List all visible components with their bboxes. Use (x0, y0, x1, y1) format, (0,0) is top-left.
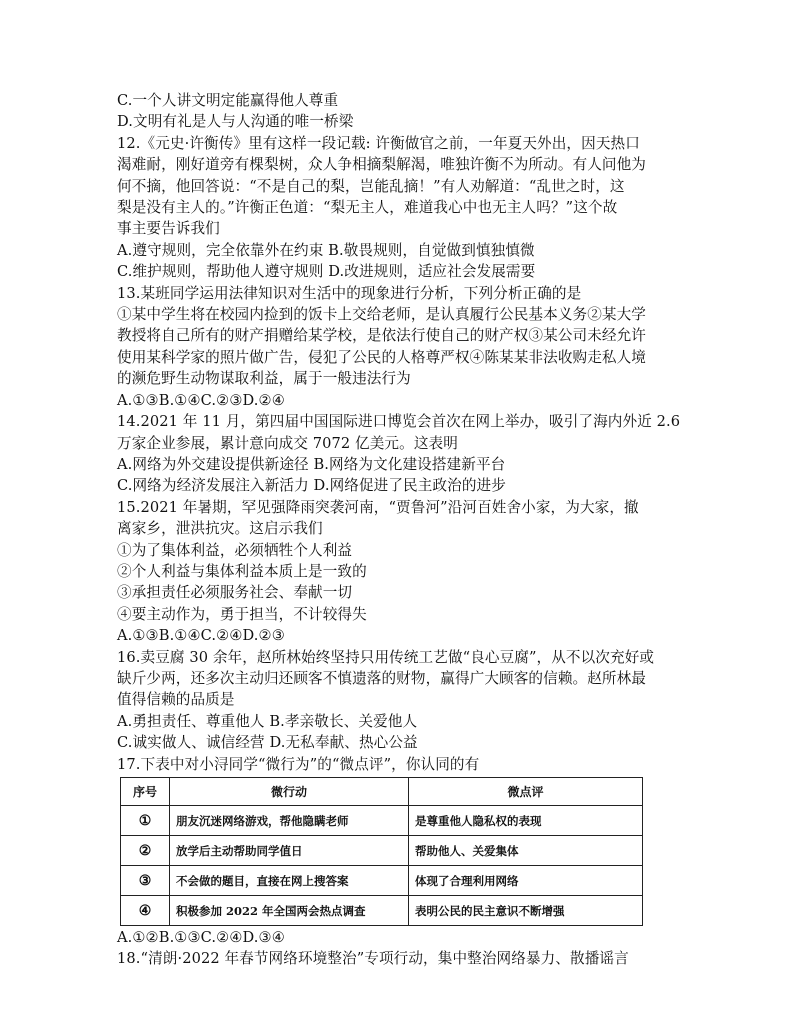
text-line: C.维护规则，帮助他人遵守规则 D.改进规则，适应社会发展需要 (117, 263, 536, 281)
text-line: ②个人利益与集体利益本质上是一致的 (117, 562, 367, 580)
text-line: 使用某科学家的照片做广告，侵犯了公民的人格尊严权④陈某某非法收购走私人境 (117, 348, 646, 366)
text-line: A.网络为外交建设提供新途径 B.网络为文化建设搭建新平台 (117, 455, 506, 473)
text-line: ③承担责任必须服务社会、奉献一切 (117, 584, 353, 602)
text-line: ①某中学生将在校园内捡到的饭卡上交给老师，是认真履行公民基本义务②某大学 (117, 306, 646, 324)
text-line: ④要主动作为，勇于担当，不计较得失 (117, 605, 367, 623)
row-action: 放学后主动帮助同学值日 (170, 836, 409, 866)
text-line: 13.某班同学运用法律知识对生活中的现象进行分析，下列分析正确的是 (117, 284, 582, 302)
text-line: 渴难耐，刚好道旁有棵梨树，众人争相摘梨解渴，唯独许衡不为所动。有人问他为 (117, 156, 646, 174)
text-line: 离家乡，泄洪抗灾。这启示我们 (117, 520, 323, 538)
text-line: 何不摘，他回答说：“不是自己的梨，岂能乱摘！”有人劝解道：“乱世之时，这 (117, 177, 625, 195)
row-comment: 体现了合理利用网络 (409, 866, 643, 896)
row-comment: 是尊重他人隐私权的表现 (409, 806, 643, 836)
table-row (121, 806, 643, 836)
text-line: 万家企业参展，累计意向成交 7072 亿美元。这表明 (117, 434, 458, 452)
row-number: ④ (121, 896, 170, 926)
header-comment: 微点评 (409, 778, 643, 806)
header-number: 序号 (121, 778, 170, 806)
text-line: A.①③B.①④C.②③D.②④ (117, 391, 285, 409)
text-line: 教授将自己所有的财产捐赠给某学校，是依法行使自己的财产权③某公司未经允许 (117, 327, 646, 345)
text-line: A.①③B.①④C.②④D.②③ (117, 627, 285, 645)
text-line: C.诚实做人、诚信经营 D.无私奉献、热心公益 (117, 734, 418, 752)
q17-table (120, 777, 643, 926)
text-line: C.一个人讲文明定能赢得他人尊重 (117, 92, 339, 109)
table-row (121, 866, 643, 896)
text-line: 梨是没有主人的。”许衡正色道：“梨无主人，难道我心中也无主人吗？”这个故 (117, 199, 618, 217)
row-comment: 帮助他人、关爱集体 (409, 836, 643, 866)
table-row (121, 896, 643, 926)
text-line: 14.2021 年 11 月，第四届中国国际进口博览会首次在网上举办，吸引了海内外近 2.6 (117, 413, 681, 431)
text-line: D.文明有礼是人与人沟通的唯一桥梁 (117, 113, 354, 131)
text-line: A.勇担责任、尊重他人 B.孝亲敬长、关爱他人 (117, 712, 418, 730)
row-comment: 表明公民的民主意识不断增强 (409, 896, 643, 926)
questions-17-18 (117, 927, 682, 970)
header-action: 微行动 (170, 778, 409, 806)
text-line: 15.2021 年暑期，罕见强降雨突袭河南，“贾鲁河”沿河百姓舍小家，为大家，撤 (117, 498, 639, 516)
text-line: 12.《元史·许衡传》里有这样一段记载: 许衡做官之前，一年夏天外出，因天热口 (117, 134, 640, 152)
row-number: ② (121, 836, 170, 866)
row-action: 朋友沉迷网络游戏，帮他隐瞒老师 (170, 806, 409, 836)
text-line: 16.卖豆腐 30 余年，赵所林始终坚持只用传统工艺做“良心豆腐”，从不以次充好或 (117, 648, 655, 666)
text-line: 事主要告诉我们 (117, 220, 220, 238)
row-number: ③ (121, 866, 170, 896)
row-action: 积极参加 2022 年全国两会热点调查 (170, 896, 409, 926)
row-action: 不会做的题目，直接在网上搜答案 (170, 866, 409, 896)
text-line: 18.“清朗·2022 年春节网络环境整治”专项行动，集中整治网络暴力、散播谣言 (117, 950, 629, 968)
text-line: 值得信赖的品质是 (117, 691, 235, 709)
text-line: 缺斤少两，还多次主动归还顾客不慎遗落的财物，赢得广大顾客的信赖。赵所林最 (117, 669, 646, 687)
text-line: A.①②B.①③C.②④D.③④ (117, 929, 285, 946)
text-line: 的濒危野生动物谋取利益，属于一般违法行为 (117, 370, 411, 388)
questions-12-17 (117, 90, 682, 775)
text-line: A.遵守规则，完全依靠外在约束 B.敬畏规则，自觉做到慎独慎微 (117, 241, 535, 259)
table-row (121, 836, 643, 866)
text-line: 17.下表中对小浔同学“微行为”的“微点评”，你认同的有 (117, 755, 480, 773)
row-number: ① (121, 806, 170, 836)
table-header-row (121, 778, 643, 806)
text-line: ①为了集体利益，必须牺牲个人利益 (117, 541, 353, 559)
text-line: C.网络为经济发展注入新活力 D.网络促进了民主政治的进步 (117, 477, 506, 495)
exam-page (117, 90, 682, 970)
